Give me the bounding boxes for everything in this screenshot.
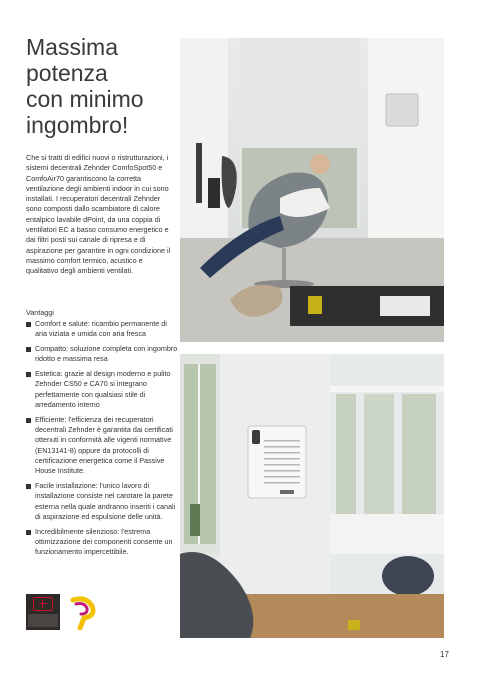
bay-window-illustration: [180, 354, 444, 638]
list-item-text: Comfort e salute: ricambio permanente di aria viziata e umida con aria fresca: [35, 319, 167, 339]
list-item-text: Compatto: soluzione completa con ingombro ridotto e massima resa: [35, 344, 178, 364]
ventilation-panel-icon: [386, 94, 418, 126]
passive-house-logo-icon: [26, 594, 60, 630]
list-item-text: Estetica: grazie al design moderno e pulito Zehnder CS50 e CA70 si integrano perfettamente con qualsiasi stile di arredamento interno: [35, 369, 171, 410]
list-item: [26, 527, 178, 558]
page-title: Massima potenza con minimo ingombro!: [26, 34, 144, 138]
list-item-text: Incredibilmente silenzioso: l'estrema ottimizzazione dei componenti consente un funzionamento impercettibile.: [35, 526, 173, 557]
list-item: [26, 344, 178, 365]
advantages-list: [26, 319, 178, 562]
list-item-text: Efficiente: l'efficienza dei recuperatori decentrali Zehnder è garantita dai certificati ottenuti in conformità alle vigenti normative (EN13141-8) oppure da protocolli di certificazione energetica come il Passive House Institute.: [35, 414, 173, 476]
page-number: 17: [440, 650, 449, 659]
list-item: [26, 481, 178, 522]
logo-strip: [28, 614, 58, 627]
intro-paragraph: Che si tratti di edifici nuovi o ristrutturazioni, i sistemi decentrali Zehnder ComfoSpot50 e ComfoAir70 garantiscono la corretta ventilazione degli ambienti indoor in cui sono installati. I recuperatori decentrali Zehnder sono composti dallo scambiatore di calore entalpico lavabile dPoint, da una coppia di ventilatori EC a basso consumo energetico e dai filtri posti sui canale di ripresa e di aspirazione per garantire in ogni condizione il massimo comfort termico, acustico e qualitativo degli ambienti ventilati.: [26, 153, 171, 276]
photo-bay-window-room: [180, 354, 444, 638]
bullet-square-icon: [26, 484, 31, 489]
list-item: [26, 415, 178, 477]
advantages-heading: Vantaggi: [26, 308, 54, 317]
bullet-square-icon: [26, 530, 31, 535]
list-item: [26, 369, 178, 410]
living-room-illustration: [180, 38, 444, 342]
list-item: [26, 319, 178, 340]
photo-living-room: [180, 38, 444, 342]
bullet-square-icon: [26, 322, 31, 327]
list-item-text: Facile installazione: l'unico lavoro di installazione consiste nel carotare la parete esterna nella quale andranno inseriti i canali di aspirazione ed espulsione delle unità.: [35, 481, 176, 522]
bullet-square-icon: [26, 347, 31, 352]
certification-logo-icon: [68, 596, 98, 630]
bullet-square-icon: [26, 418, 31, 423]
plus-cross-badge-icon: [33, 597, 53, 611]
bullet-square-icon: [26, 372, 31, 377]
